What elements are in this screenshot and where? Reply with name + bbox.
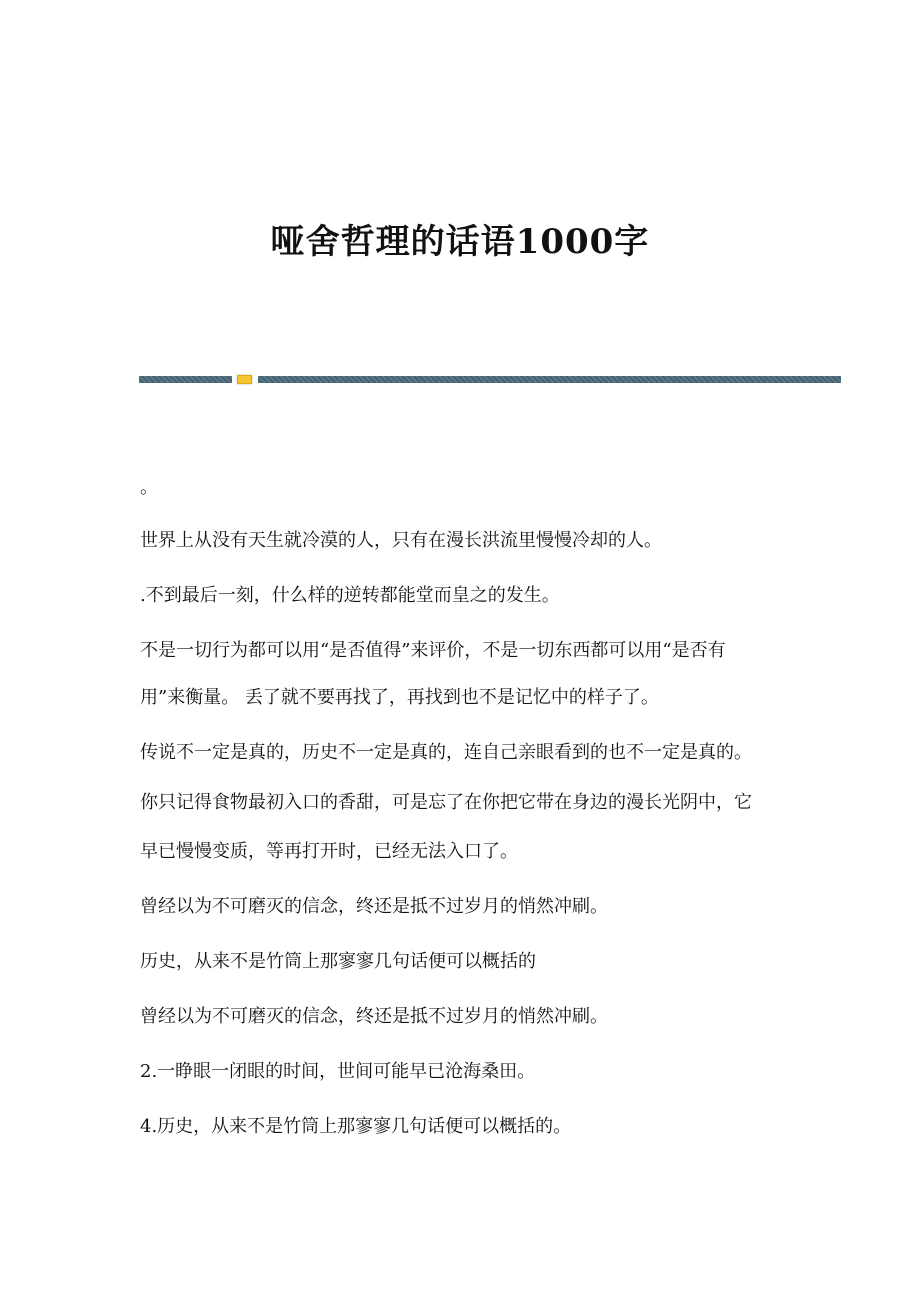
divider-bar-left: [139, 376, 232, 383]
text-line: .不到最后一刻，什么样的逆转都能堂而皇之的发生。: [140, 585, 560, 606]
text-line: 历史，从来不是竹筒上那寥寥几句话便可以概括的: [140, 951, 536, 972]
text-line: 世界上从没有天生就冷漠的人，只有在漫长洪流里慢慢冷却的人。: [140, 530, 662, 551]
text-line: 不是一切行为都可以用“是否值得”来评价，不是一切东西都可以用“是否有: [140, 640, 726, 661]
text-line: 。: [140, 477, 158, 498]
text-line: 曾经以为不可磨灭的信念，终还是抵不过岁月的悄然冲刷。: [140, 1006, 608, 1027]
envelope-icon: [237, 375, 252, 384]
divider-bar-right: [258, 376, 841, 383]
document-title: 哑舍哲理的话语1000字: [270, 222, 650, 262]
text-line: 曾经以为不可磨灭的信念，终还是抵不过岁月的悄然冲刷。: [140, 896, 608, 917]
text-line: 4.历史，从来不是竹筒上那寥寥几句话便可以概括的。: [140, 1116, 572, 1137]
text-line: 传说不一定是真的，历史不一定是真的，连自己亲眼看到的也不一定是真的。: [140, 742, 752, 763]
text-line: 你只记得食物最初入口的香甜，可是忘了在你把它带在身边的漫长光阴中，它: [140, 792, 752, 813]
title-divider: [139, 375, 841, 384]
text-line: 早已慢慢变质，等再打开时，已经无法入口了。: [140, 841, 518, 862]
text-line: 2.一睁眼一闭眼的时间，世间可能早已沧海桑田。: [140, 1061, 536, 1082]
text-line: 用”来衡量。 丢了就不要再找了，再找到也不是记忆中的样子了。: [140, 687, 659, 708]
